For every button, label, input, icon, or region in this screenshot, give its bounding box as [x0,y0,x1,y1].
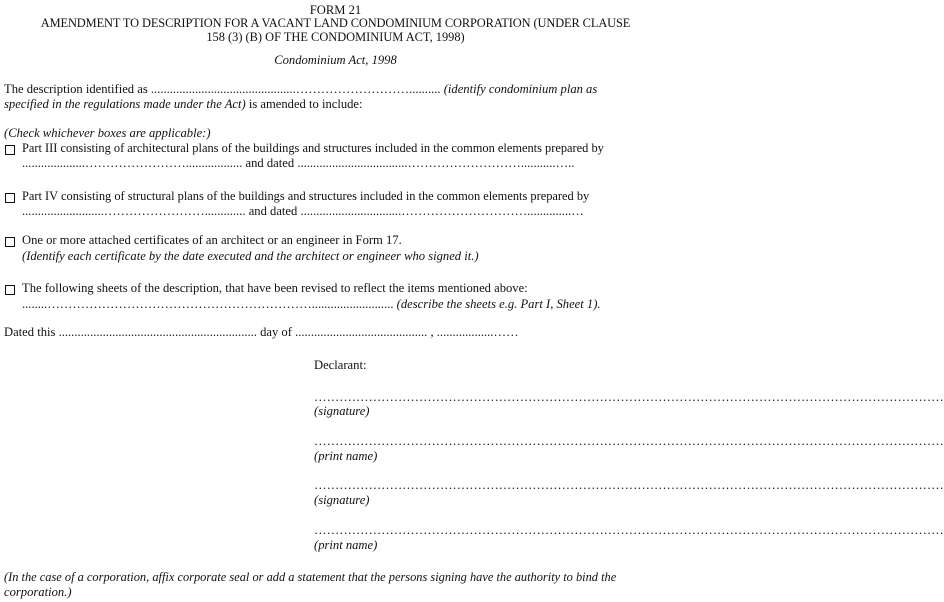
part-iii-date-field[interactable]: ...................................………………………...........….. [297,156,575,170]
revised-sheets-label: The following sheets of the description, that have been revised to reflect the items mentioned above: [22,281,528,295]
year-field[interactable]: ..................…… [436,325,519,339]
plan-identifier-field[interactable]: ..............................................……………………….......... [150,82,441,96]
day-field[interactable]: ............................................................... [58,325,257,339]
revised-sheets-field[interactable]: ........……………………………………………………….......................... [22,297,394,311]
signature-label-2: (signature) [314,493,370,507]
form-number: FORM 21 [309,3,362,17]
revised-sheets-line2 [22,297,601,312]
form-subtitle: Condominium Act, 1998 [274,53,397,67]
description-tail: is amended to include: [248,97,363,111]
part-iii-line2 [22,156,574,171]
month-field[interactable]: .......................................... [295,325,428,339]
revised-sheets-note: (describe the sheets e.g. Part I, Sheet 1). [396,297,601,311]
certificates-note: (Identify each certificate by the date executed and the architect or engineer who signed it.) [22,249,479,263]
part-iv-checkbox[interactable] [5,193,15,203]
dated-this-label: Dated this [4,325,56,339]
description-note-part1: (identify condominium plan as [443,82,598,96]
part-iii-checkbox[interactable] [5,145,15,155]
part-iii-label: Part III consisting of architectural plans of the buildings and structures included in the common elements prepared by [22,141,604,155]
day-of-label: day of [260,325,292,339]
part-iv-prepared-by-field[interactable]: ..........................……………………............. [22,204,246,218]
certificates-label: One or more attached certificates of an architect or an engineer in Form 17. [22,233,402,247]
part-iv-line2 [22,204,584,219]
part-iv-date-field[interactable]: ................................…………………………..............… [300,204,584,218]
description-line1 [4,82,666,97]
declarant-label: Declarant: [314,358,367,372]
part-iii-prepared-by-field[interactable]: ....................…………………….................. [22,156,243,170]
print-name-line-2[interactable]: …………………………………………………………………………………………………………………………………… [314,523,944,537]
check-instruction: (Check whichever boxes are applicable:) [4,126,211,140]
form-title-line1: AMENDMENT TO DESCRIPTION FOR A VACANT LAND CONDOMINIUM CORPORATION (UNDER CLAUSE [40,16,631,30]
certificates-checkbox[interactable] [5,237,15,247]
description-intro: The description identified as [4,82,148,96]
print-name-line-1[interactable]: …………………………………………………………………………………………………………………………………… [314,434,944,448]
footer-note-line2: corporation.) [4,585,72,599]
footer-note-line1: (In the case of a corporation, affix corporate seal or add a statement that the persons signing have the authority to bind the [4,570,617,584]
part-iv-and-dated: and dated [248,204,298,218]
signature-label-1: (signature) [314,404,370,418]
form-title-line2: 158 (3) (B) OF THE CONDOMINIUM ACT, 1998) [206,30,465,44]
description-line2 [4,97,363,112]
part-iii-and-dated: and dated [245,156,295,170]
dated-comma: , [430,325,434,339]
description-note-part2: specified in the regulations made under the Act) [4,97,246,111]
dated-line [4,325,519,340]
print-name-label-1: (print name) [314,449,378,463]
signature-line-2[interactable]: …………………………………………………………………………………………………………………………………… [314,478,944,492]
print-name-label-2: (print name) [314,538,378,552]
part-iv-label: Part IV consisting of structural plans of the buildings and structures included in the common elements prepared by [22,189,590,203]
revised-sheets-checkbox[interactable] [5,285,15,295]
signature-line-1[interactable]: …………………………………………………………………………………………………………………………………… [314,390,944,404]
